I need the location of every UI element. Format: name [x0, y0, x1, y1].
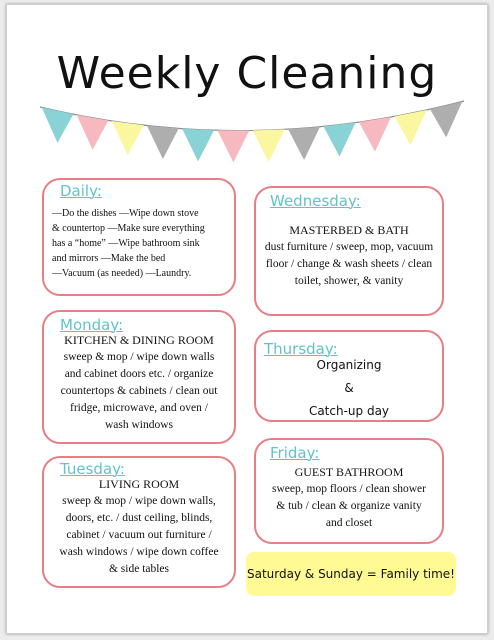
tuesday-tasks — [46, 476, 232, 578]
task-line: doors, etc. / dust ceiling, blinds, — [65, 512, 213, 524]
daily-tasks — [52, 206, 234, 281]
thursday-card — [254, 330, 444, 422]
task-line: countertops & cabinets / clean out — [60, 385, 218, 397]
bunting-flag — [323, 123, 355, 157]
bunting-flag — [253, 129, 285, 162]
daily-card — [42, 178, 236, 296]
wednesday-card — [254, 186, 444, 316]
day-label-daily: Daily: — [60, 182, 102, 200]
day-label-wednesday: Wednesday: — [270, 192, 361, 210]
task-line: floor / change & wash sheets / clean — [265, 258, 433, 270]
task-line: fridge, microwave, and oven / — [70, 402, 208, 414]
task-line: sweep, mop floors / clean shower — [272, 483, 426, 495]
wednesday-tasks — [258, 222, 440, 290]
task-line: sweep & mop / wipe down walls, — [62, 495, 216, 507]
task-line: sweep & mop / wipe down walls — [63, 351, 215, 363]
task-line: dust furniture / sweep, mop, vacuum — [264, 241, 434, 253]
bunting-flag — [288, 127, 320, 160]
bunting-flag — [217, 130, 249, 162]
day-label-monday: Monday: — [60, 316, 124, 334]
task-line: & countertop —Make sure everything — [52, 223, 205, 234]
room-heading: LIVING ROOM — [98, 477, 180, 491]
thursday-tasks — [256, 354, 442, 423]
bunting-flag — [359, 117, 391, 152]
bunting-flag — [182, 129, 214, 162]
weekend-banner: Saturday & Sunday = Family time! — [246, 552, 456, 596]
friday-tasks — [258, 464, 440, 532]
page-title: Weekly Cleaning — [56, 48, 438, 99]
day-label-thursday: Thursday: — [264, 340, 338, 358]
bunting-flag — [112, 121, 144, 155]
task-line: & — [344, 381, 354, 395]
task-line: Organizing — [316, 358, 382, 372]
task-line: —Vacuum (as needed) —Laundry. — [52, 268, 192, 279]
bunting-flag — [77, 115, 109, 150]
monday-card — [42, 310, 236, 444]
bunting-flag — [430, 101, 462, 137]
day-label-tuesday: Tuesday: — [60, 460, 125, 478]
tuesday-card — [42, 456, 236, 588]
room-heading: KITCHEN & DINING ROOM — [64, 333, 214, 347]
task-line: & side tables — [108, 563, 170, 575]
task-line: —Do the dishes —Wipe down stove — [52, 208, 199, 219]
task-line: wash windows — [104, 419, 174, 431]
bunting-flag — [147, 126, 179, 159]
task-line: has a “home” —Wipe bathroom sink — [52, 238, 200, 249]
task-line: and closet — [325, 517, 373, 529]
room-heading: GUEST BATHROOM — [294, 465, 404, 479]
task-line: and mirrors —Make the bed — [52, 253, 166, 264]
room-heading: MASTERBED & BATH — [289, 223, 409, 237]
task-line: Catch-up day — [308, 404, 390, 418]
task-line: wash windows / wipe down coffee — [59, 546, 219, 558]
day-label-friday: Friday: — [270, 444, 320, 462]
friday-card — [254, 438, 444, 544]
bunting-banner — [0, 85, 494, 180]
task-line: & tub / clean & organize vanity — [276, 500, 422, 512]
task-line: cabinet / vacuum out furniture / — [66, 529, 212, 541]
task-line: toilet, shower, & vanity — [294, 275, 404, 287]
task-line: and cabinet doors etc. / organize — [64, 368, 214, 380]
monday-tasks — [46, 332, 232, 434]
